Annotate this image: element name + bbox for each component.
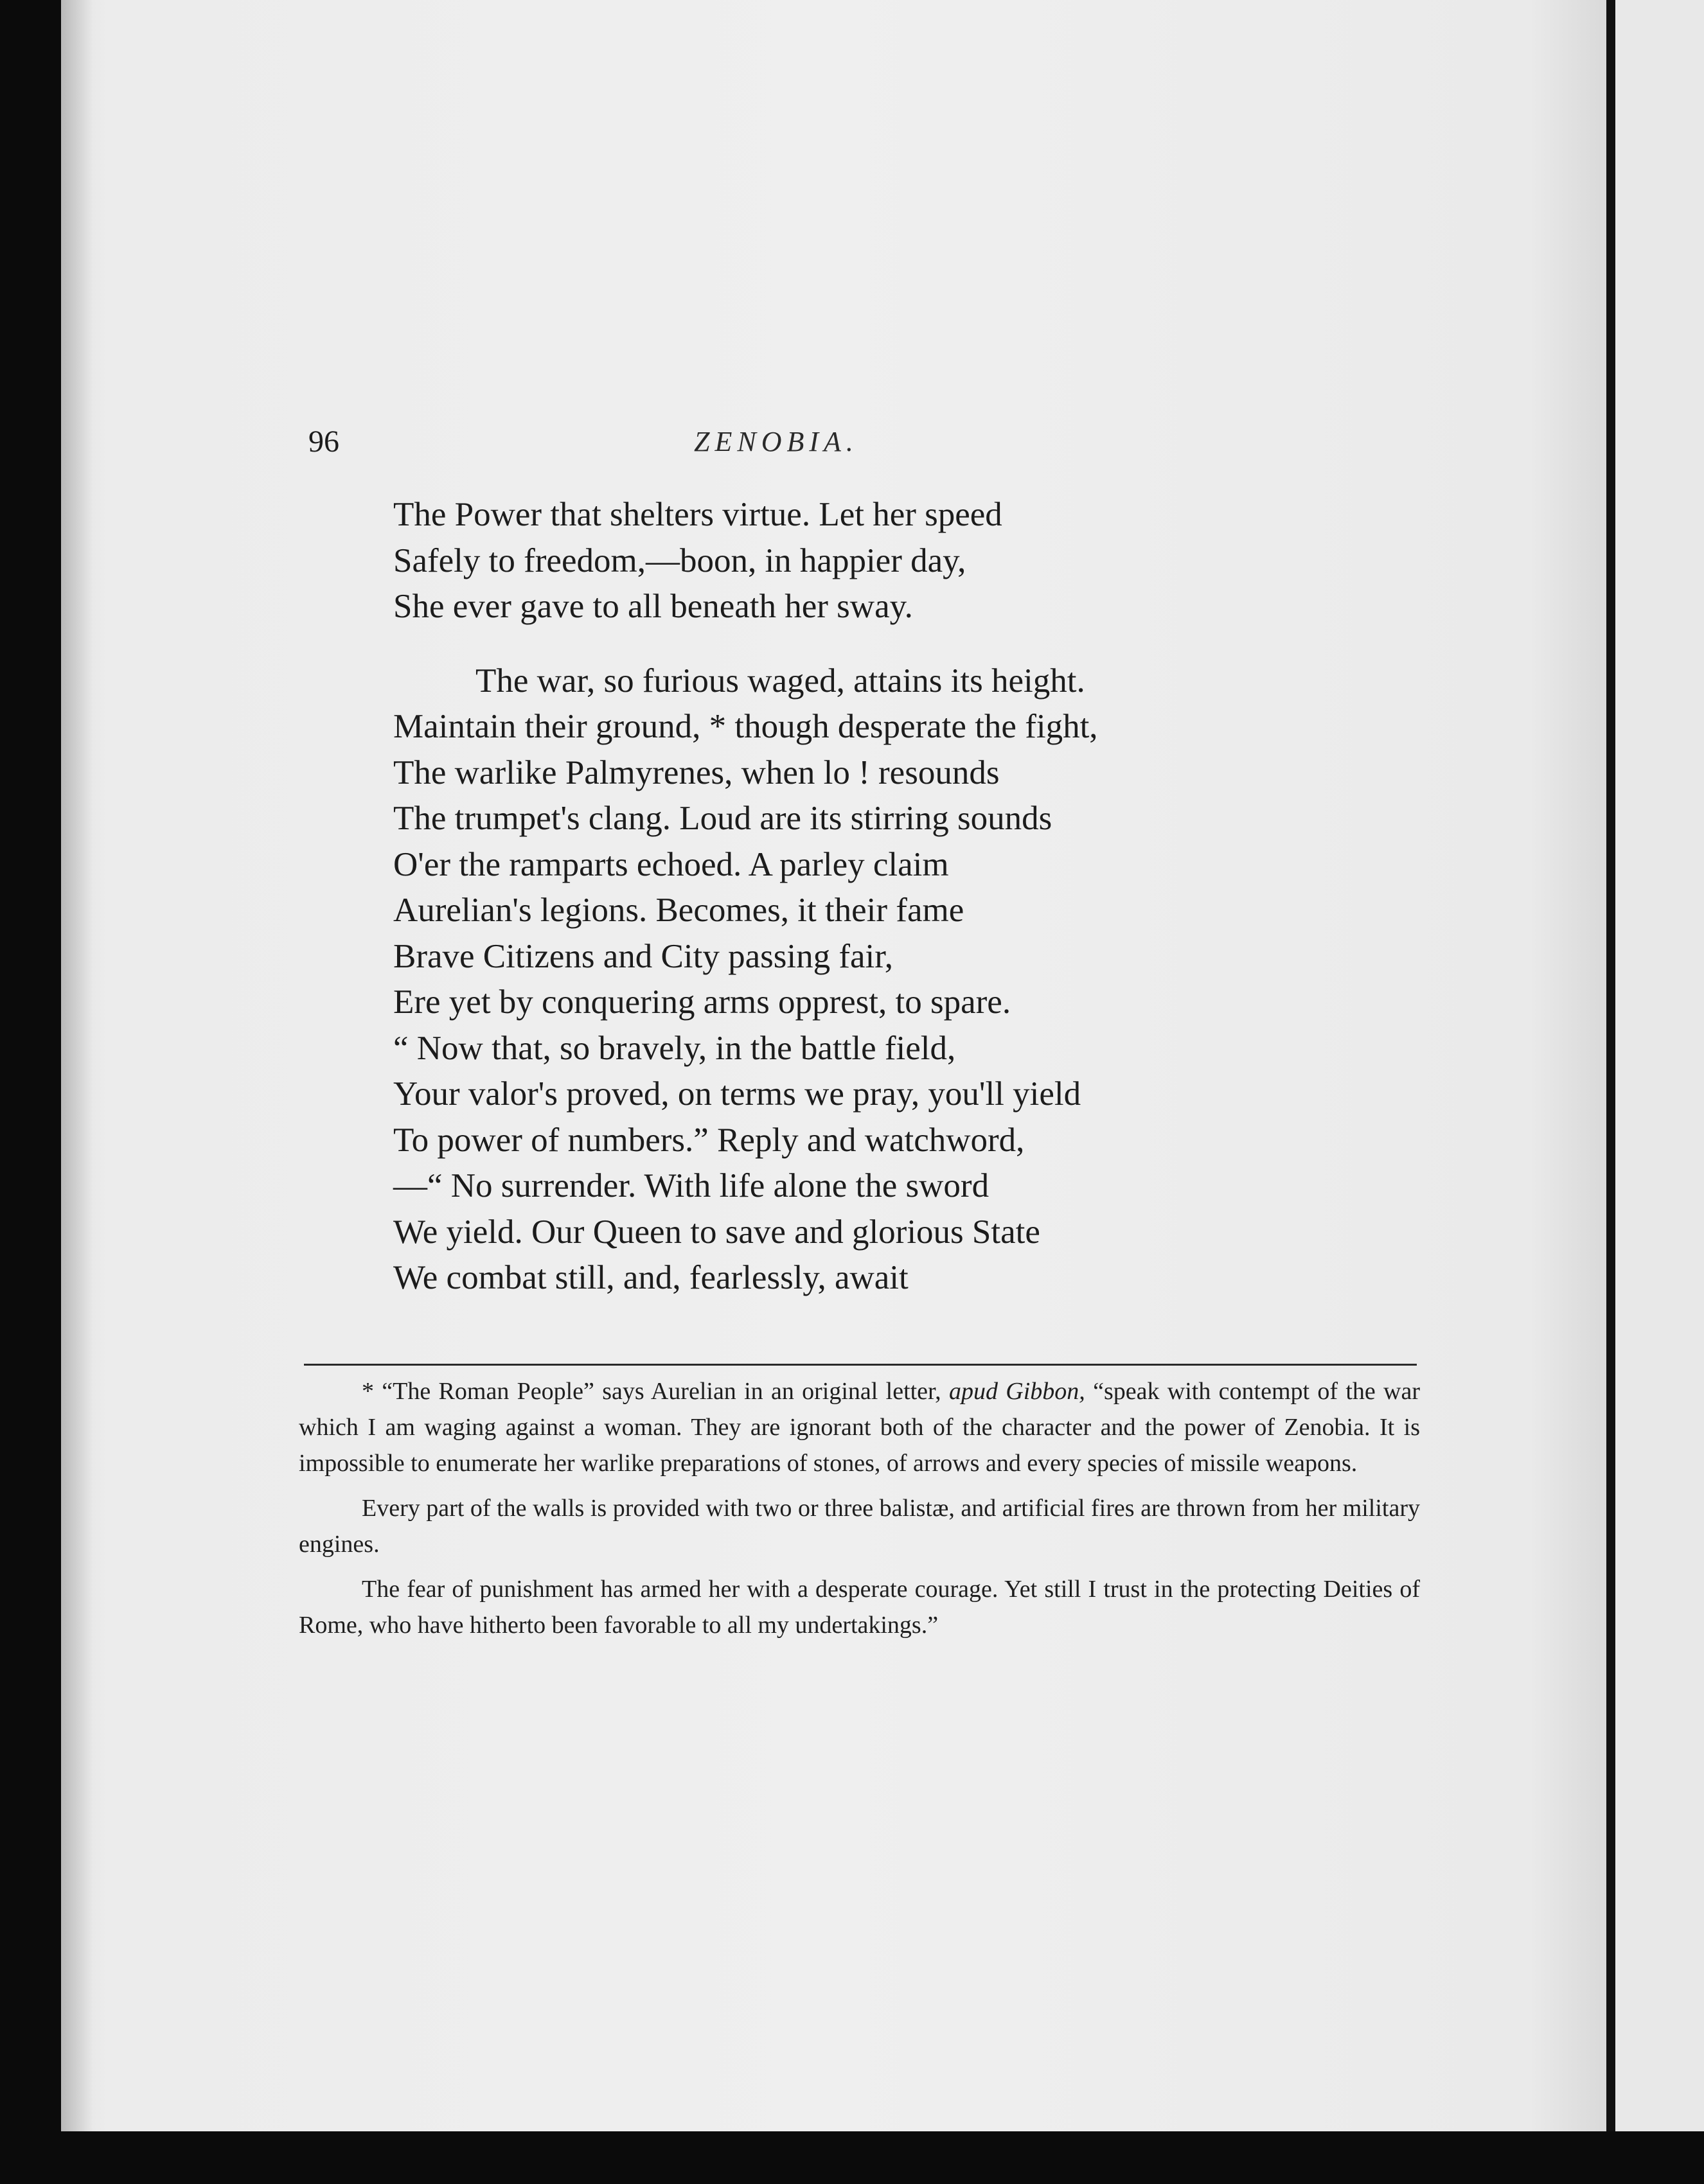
poem-line: O'er the ramparts echoed. A parley claim — [393, 845, 949, 883]
poem-line: We yield. Our Queen to save and glorious State — [393, 1213, 1040, 1251]
footnote-citation: apud Gibbon, — [948, 1378, 1085, 1405]
footnotes — [299, 1373, 1420, 1643]
gutter-shadow — [61, 0, 93, 2131]
poem-line: —“ No surrender. With life alone the sword — [393, 1167, 990, 1204]
footnote-text: * “The Roman People” says Aurelian in an original letter, — [362, 1378, 949, 1405]
page-edge-rule — [1606, 0, 1615, 2131]
footnote-rule — [304, 1364, 1417, 1366]
poem-line: Maintain their ground, * though desperate the fight, — [393, 708, 1098, 745]
poem-line: We combat still, and, fearlessly, await — [393, 1259, 909, 1296]
poem-line: Your valor's proved, on terms we pray, you'll yield — [393, 1075, 1081, 1113]
stanza — [393, 492, 1396, 630]
stanza — [393, 658, 1396, 1301]
poem-line: Ere yet by conquering arms opprest, to spare. — [393, 983, 1011, 1021]
running-head — [308, 424, 1349, 462]
footnote-text: The fear of punishment has armed her with a desperate courage. Yet still I trust in the protecting Deities of Rome, who have hitherto been favorable to all my undertakings.” — [299, 1576, 1420, 1639]
page-number: 96 — [308, 425, 339, 459]
poem-line: To power of numbers.” Reply and watchword, — [393, 1121, 1025, 1159]
footnote-paragraph — [299, 1373, 1420, 1481]
poem-body — [393, 492, 1396, 1301]
poem-line: “ Now that, so bravely, in the battle field, — [393, 1029, 956, 1067]
poem-line: The warlike Palmyrenes, when lo ! resounds — [393, 753, 1000, 791]
footnote-paragraph — [299, 1571, 1420, 1643]
poem-line: The trumpet's clang. Loud are its stirring sounds — [393, 800, 1052, 837]
scan-bottom-border — [0, 2131, 1704, 2184]
poem-line: The war, so furious waged, attains its height. — [475, 662, 1085, 700]
running-title: ZENOBIA. — [694, 426, 858, 457]
facing-page-edge — [1615, 0, 1704, 2131]
footnote-paragraph — [299, 1490, 1420, 1562]
footnote-text: Every part of the walls is provided with two or three balistæ, and artificial fires are thrown from her military engines. — [299, 1495, 1420, 1558]
footnote-text: “speak with contempt of the war which I am waging against a woman. They are ignorant both of the character and the power of Zenobia. It is impossible to enumerate her warlike preparations of stones, of arrows and every species of missile weapons. — [299, 1378, 1421, 1477]
poem-line: Aurelian's legions. Becomes, it their fame — [393, 892, 964, 929]
poem-line: She ever gave to all beneath her sway. — [393, 588, 913, 625]
poem-line: The Power that shelters virtue. Let her speed — [393, 496, 1002, 533]
poem-line: Brave Citizens and City passing fair, — [393, 937, 893, 975]
poem-line: Safely to freedom,—boon, in happier day, — [393, 542, 966, 579]
